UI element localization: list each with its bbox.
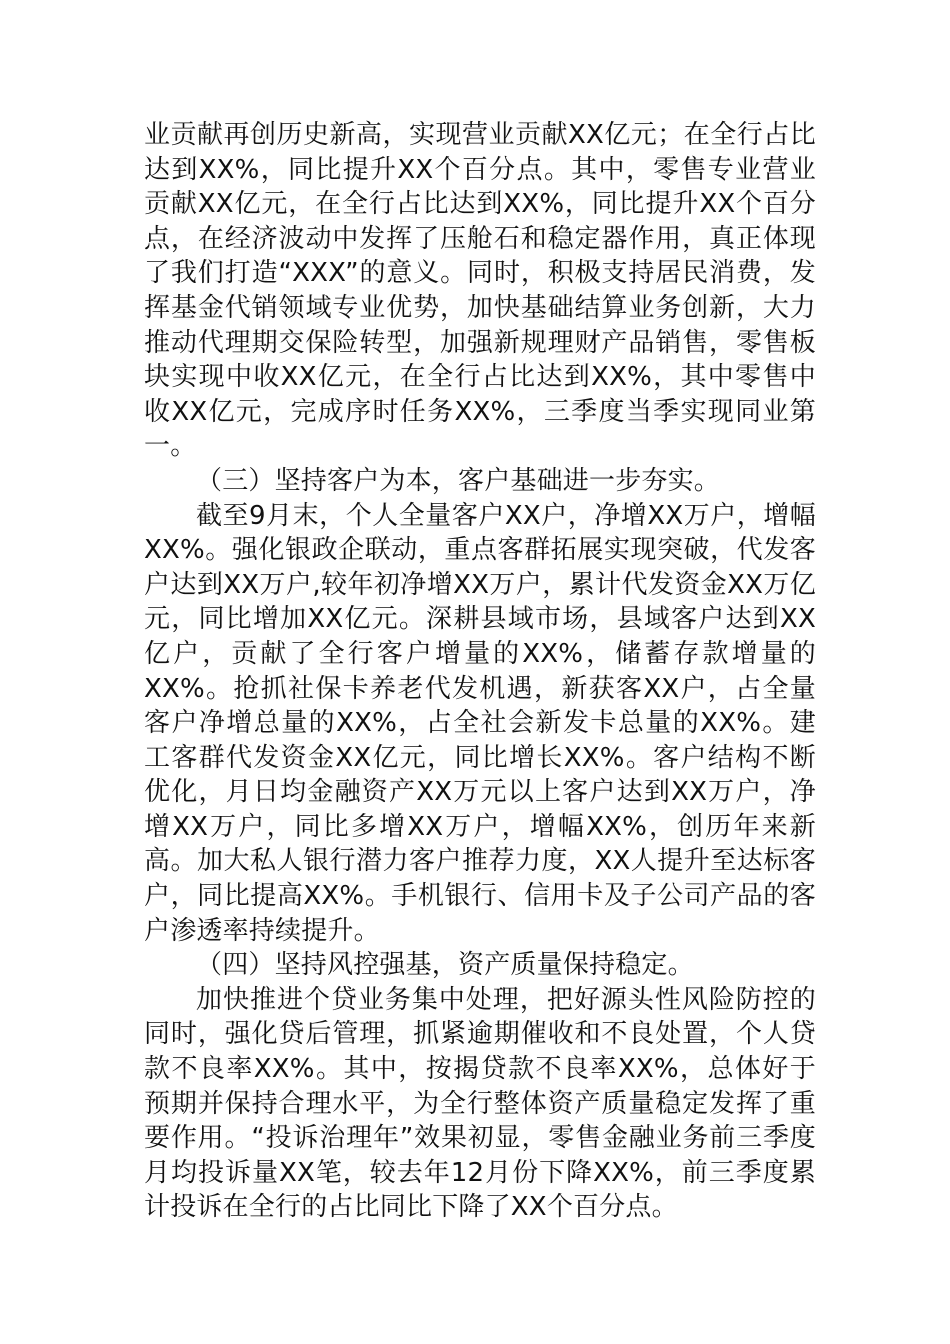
document-body bbox=[144, 118, 816, 1225]
paragraph-retail-contribution: 业贡献再创历史新高，实现营业贡献XX亿元；在全行占比达到XX%，同比提升XX个百分点。其中，零售专业营业贡献XX亿元，在全行占比达到XX%，同比提升XX个百分点，在经济波动中发挥了压舱石和稳定器作用，真正体现了我们打造“XXX”的意义。同时，积极支持居民消费，发挥基金代销领域专业优势，加快基础结算业务创新，大力推动代理期交保险转型，加强新规理财产品销售，零售板块实现中收XX亿元，在全行占比达到XX%，其中零售中收XX亿元，完成序时任务XX%，三季度当季实现同业第一。 bbox=[144, 120, 816, 462]
section-heading-risk: （四）坚持风控强基，资产质量保持稳定。 bbox=[196, 950, 694, 981]
paragraph-customer-base: 截至9月末，个人全量客户XX户，净增XX万户，增幅XX%。强化银政企联动，重点客群拓展实现突破，代发客户达到XX万户,较年初净增XX万户，累计代发资金XX万亿元，同比增加XX亿元。深耕县域市场，县域客户达到XX亿户，贡献了全行客户增量的XX%，储蓄存款增量的XX%。抢抓社保卡养老代发机遇，新获客XX户，占全量客户净增总量的XX%，占全社会新发卡总量的XX%。建工客群代发资金XX亿元，同比增长XX%。客户结构不断优化，月日均金融资产XX万元以上客户达到XX万户，净增XX万户，同比多增XX万户，增幅XX%，创历年来新高。加大私人银行潜力客户推荐力度，XX人提升至达标客户，同比提高XX%。手机银行、信用卡及子公司产品的客户渗透率持续提升。 bbox=[144, 500, 816, 946]
paragraph-asset-quality: 加快推进个贷业务集中处理，把好源头性风险防控的同时，强化贷后管理，抓紧逾期催收和不良处置，个人贷款不良率XX%。其中，按揭贷款不良率XX%，总体好于预期并保持合理水平，为全行整体资产质量稳定发挥了重要作用。“投诉治理年”效果初显，零售金融业务前三季度月均投诉量XX笔，较去年12月份下降XX%，前三季度累计投诉在全行的占比同比下降了XX个百分点。 bbox=[144, 984, 816, 1223]
section-heading-customer: （三）坚持客户为本，客户基础进一步夯实。 bbox=[196, 465, 721, 496]
